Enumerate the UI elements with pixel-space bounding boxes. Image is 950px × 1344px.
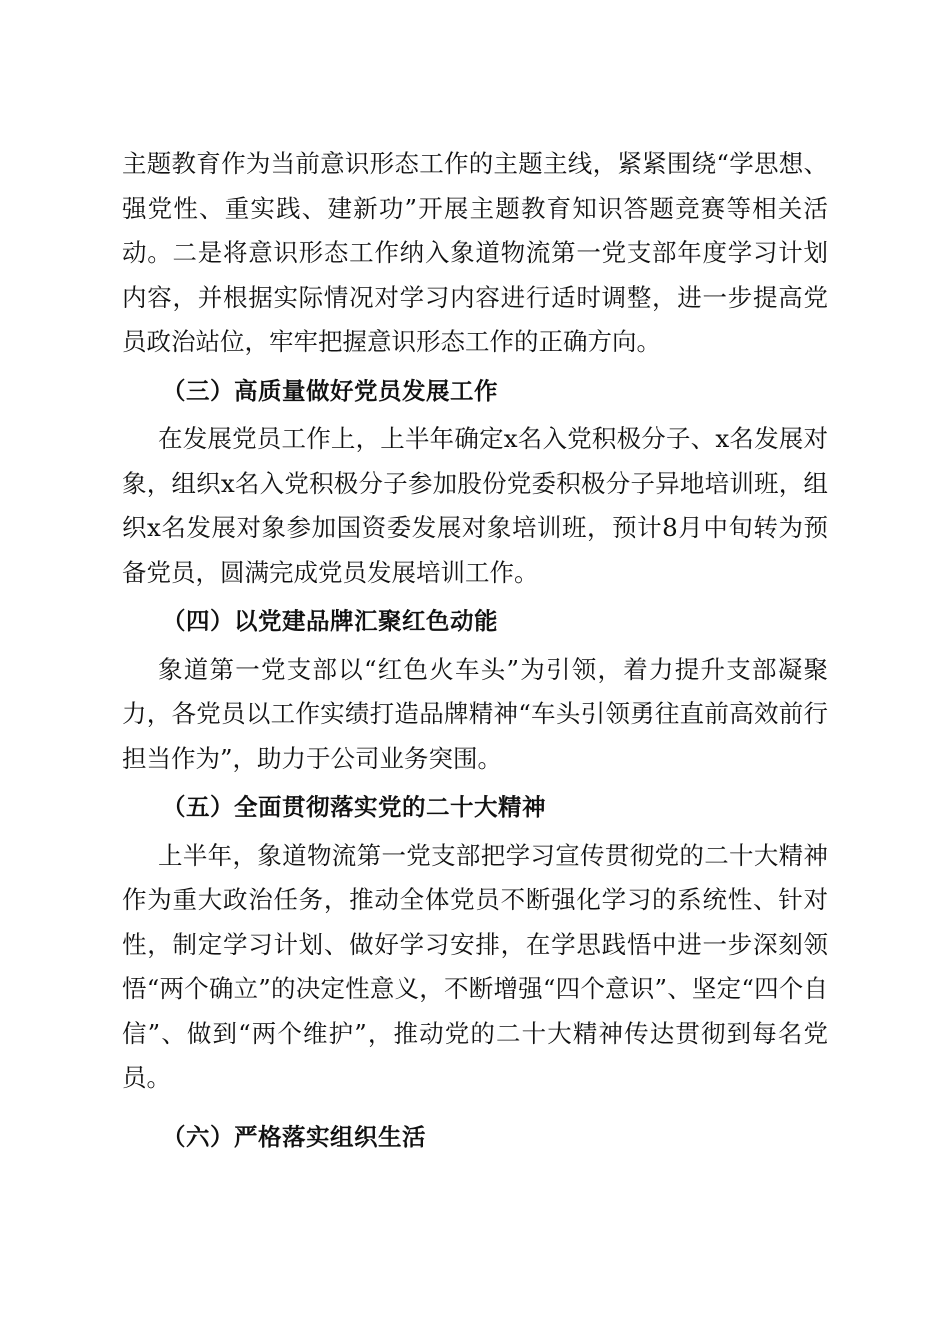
heading-party-member-development: （三）高质量做好党员发展工作 xyxy=(162,376,498,405)
paragraph-member-development: 在发展党员工作上，上半年确定x名入党积极分子、x名发展对象，组织x名入党积极分子参加股份党委积极分子异地培训班，组织x名发展对象参加国资委发展对象培训班，预计8月中旬转为预备党员，圆满完成党员发展培训工作。 xyxy=(122,424,828,587)
heading-twentieth-congress: （五）全面贯彻落实党的二十大精神 xyxy=(162,793,546,821)
paragraph-education: 主题教育作为当前意识形态工作的主题主线，紧紧围绕“学思想、强党性、重实践、建新功”开展主题教育知识答题竞赛等相关活动。二是将意识形态工作纳入象道物流第一党支部年度学习计划内容，并根据实际情况对学习内容进行适时调整，进一步提高党员政治站位，牢牢把握意识形态工作的正确方向。 xyxy=(122,149,828,356)
heading-party-brand: （四）以党建品牌汇聚红色动能 xyxy=(162,607,498,635)
document-body xyxy=(122,142,828,1163)
paragraph-party-brand: 象道第一党支部以“红色火车头”为引领，着力提升支部凝聚力，各党员以工作实绩打造品牌精神“车头引领勇往直前高效前行担当作为”，助力于公司业务突围。 xyxy=(122,654,828,773)
paragraph-twentieth-congress: 上半年，象道物流第一党支部把学习宣传贯彻党的二十大精神作为重大政治任务，推动全体党员不断强化学习的系统性、针对性，制定学习计划、做好学习安排，在学思践悟中进一步深刻领悟“两个确立”的决定性意义，不断增强“四个意识”、坚定“四个自信”、做到“两个维护”，推动党的二十大精神传达贯彻到每名党员。 xyxy=(122,840,828,1092)
heading-organizational-life: （六）严格落实组织生活 xyxy=(162,1122,426,1151)
